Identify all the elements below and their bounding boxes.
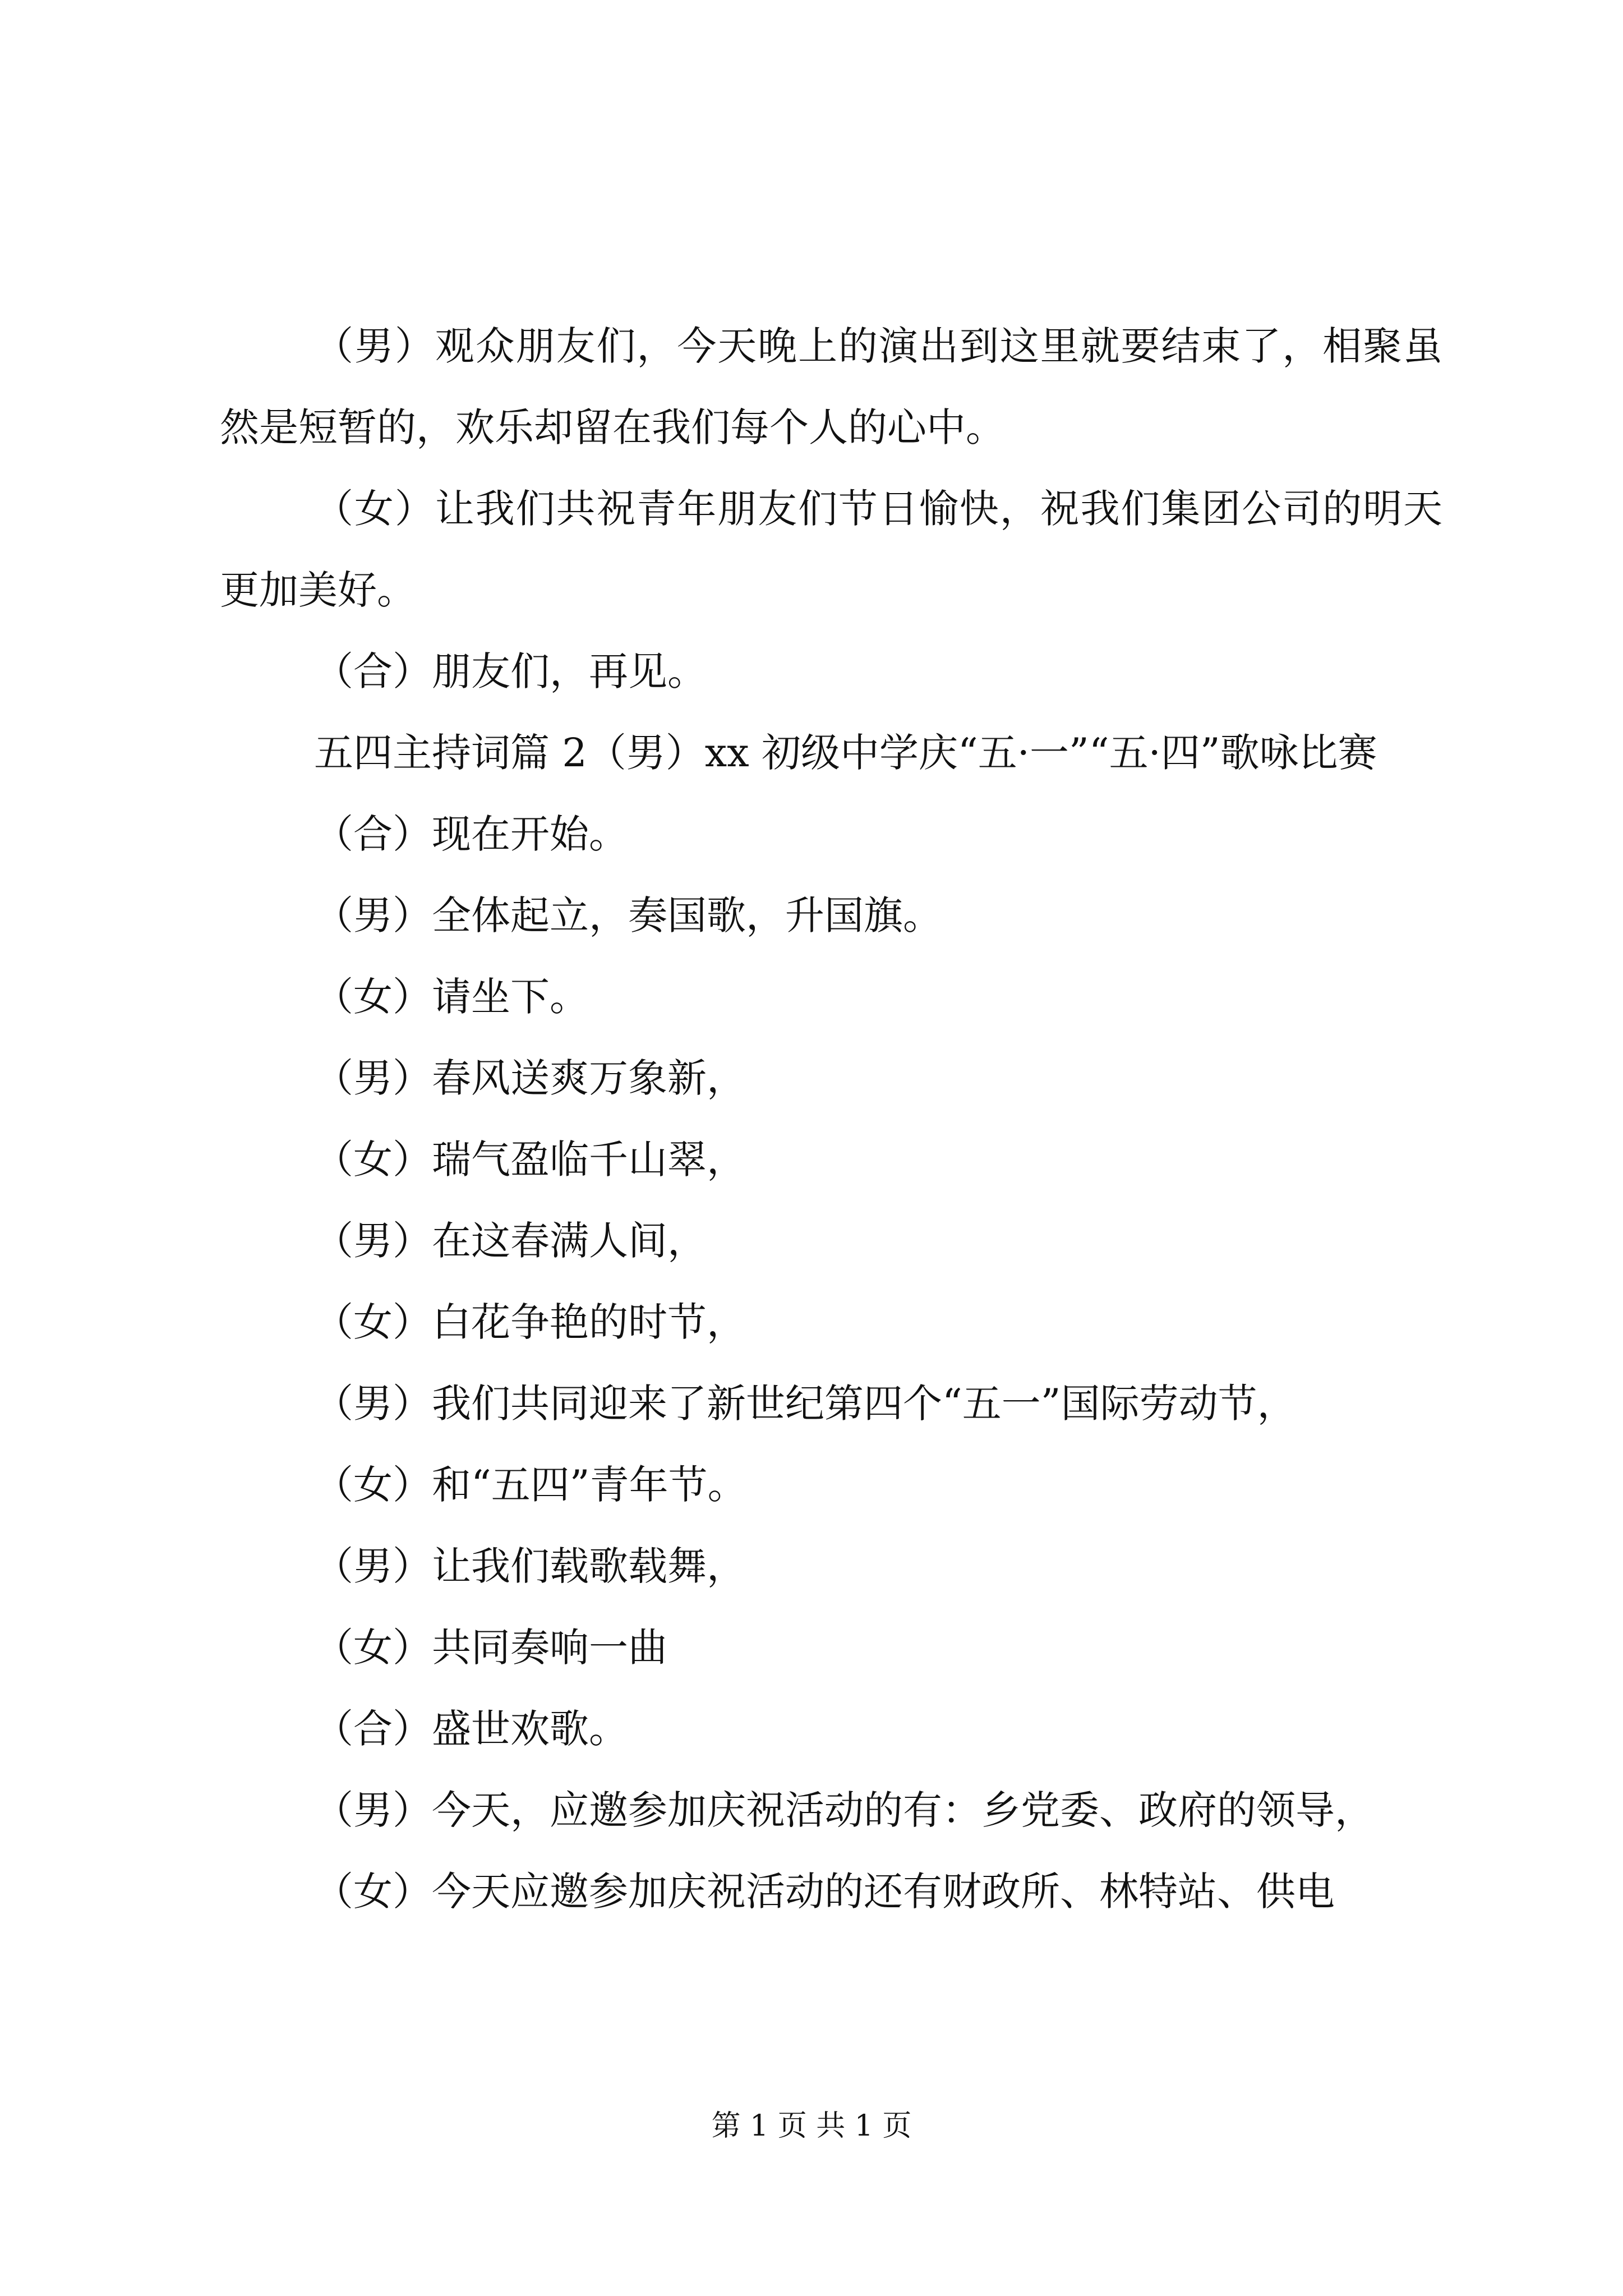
paragraph: （男）在这春满人间， [314,1218,707,1264]
paragraph: （男）今天，应邀参加庆祝活动的有：乡党委、政府的领导， [314,1787,1374,1833]
paragraph: （女）共同奏响一曲 [314,1625,667,1671]
paragraph: （男）观众朋友们，今天晚上的演出到这里就要结束了，相聚虽然是短暂的，欢乐却留在我们每个人的心中。 [220,323,1442,450]
paragraph: （女）今天应邀参加庆祝活动的还有财政所、林特站、供电 [314,1869,1335,1915]
paragraph: （男）我们共同迎来了新世纪第四个“五一”国际劳动节， [314,1381,1297,1427]
paragraph: （合）盛世欢歌。 [314,1706,628,1752]
paragraph: （男）全体起立，奏国歌，升国旗。 [314,892,942,938]
paragraph: （女）瑞气盈临千山翠， [314,1137,746,1182]
page-footer [0,2106,1623,2146]
paragraph: 五四主持词篇 2（男）xx 初级中学庆“五·一”“五·四”歌咏比赛 [314,730,1377,776]
paragraph: （男）让我们载歌载舞， [314,1543,746,1589]
page-number: 第 1 页 共 1 页 [711,2109,912,2143]
paragraph: （合）现在开始。 [314,811,628,857]
paragraph: （女）白花争艳的时节， [314,1299,746,1345]
paragraph: （女）和“五四”青年节。 [314,1462,747,1508]
paragraph: （女）请坐下。 [314,974,589,1020]
paragraph: （女）让我们共祝青年朋友们节日愉快，祝我们集团公司的明天更加美好。 [220,486,1442,613]
paragraph: （男）春风送爽万象新， [314,1055,746,1101]
paragraph: （合）朋友们，再见。 [314,648,707,694]
document-body [220,306,1442,1932]
